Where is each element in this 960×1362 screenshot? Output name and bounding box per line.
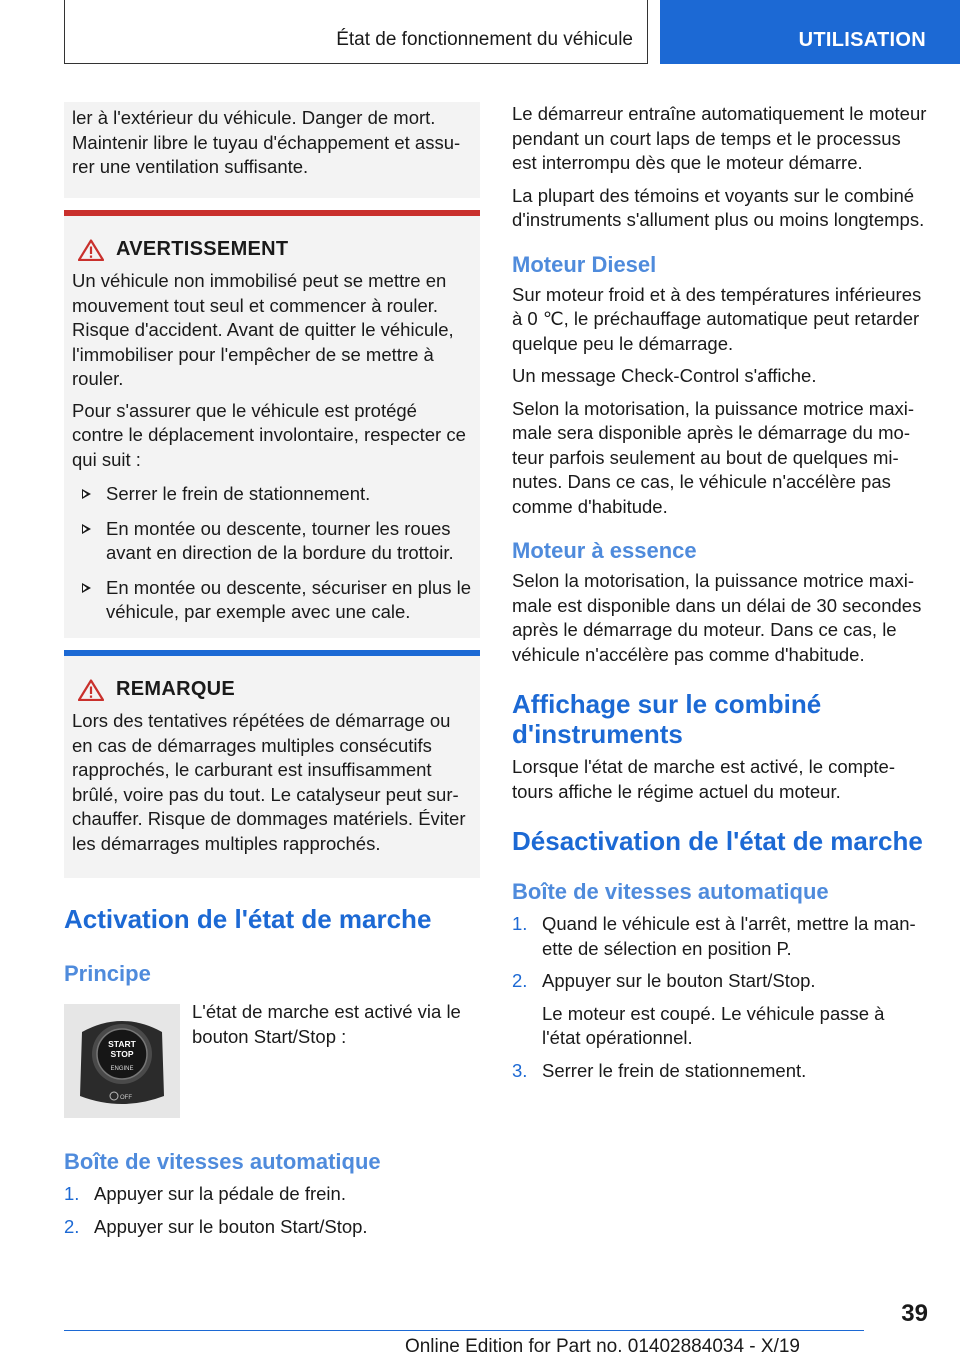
step-sub-text: Le moteur est coupé. Le véhicule passe à l'état opérationnel. <box>542 1002 885 1048</box>
diesel-heading: Moteur Diesel <box>512 251 657 277</box>
activation-heading: Activation de l'état de marche <box>64 904 432 934</box>
display-heading: Affichage sur le combiné d'instruments <box>512 689 822 749</box>
footer-edition: Online Edition for Part no. 01402884034 - X/19 <box>404 1336 800 1357</box>
start-auto-heading: Boîte de vitesses automatique <box>64 1149 381 1174</box>
header-section-title: État de fonctionnement du véhicule <box>336 29 633 50</box>
warning-bullet-list <box>72 482 472 625</box>
note-text: Lors des tentatives répétées de démarrage ou en cas de démarrages multiples consécutifs rapprochés, le carburant est insuffisamment brûlé, voire pas du tout. Le catalyseur peut surchauffer. Risque de dommages matériels. Éviter les démarrages multiples rapprochés. <box>72 710 466 854</box>
stop-auto-heading: Boîte de vitesses automatique <box>512 879 829 904</box>
note-box <box>64 650 480 878</box>
header-chapter-tab <box>660 0 960 64</box>
list-item: 2. Appuyer sur le bouton Start/Stop. Le moteur est coupé. Le véhicule passe à l'état opérationnel. <box>512 969 928 1051</box>
stop-steps-list <box>512 912 928 1083</box>
warning-paragraph-1: Un véhicule non immobilisé peut se mettre en mouvement tout seul et commencer à rouler. Risque d'accident. Avant de quitter le véhicule, l'immobiliser pour l'empêcher de se mettre à rouler. <box>72 270 454 389</box>
list-item: 3. Serrer le frein de stationnement. <box>512 1059 807 1081</box>
starter-paragraph: Le démarreur entraîne automatiquement le moteur pendant un court laps de temps et le processus est interrompu dès que le moteur démarre. <box>512 103 927 173</box>
header-section-frame <box>64 0 648 64</box>
list-item: 2. Appuyer sur le bouton Start/Stop. <box>64 1215 368 1237</box>
warning-triangle-icon <box>78 679 104 701</box>
display-paragraph: Lorsque l'état de marche est activé, le comptetours affiche le régime actuel du moteur. <box>512 756 895 802</box>
start-auto-section <box>64 1148 480 1247</box>
page-number: 39 <box>901 1300 928 1327</box>
warning-box <box>64 210 480 638</box>
principle-text: L'état de marche est activé via le bouton Start/Stop : <box>192 1001 461 1047</box>
petrol-paragraph: Selon la motorisation, la puissance motrice maximale est disponible dans un délai de 30 secondes après le démarrage du moteur. Dans ce cas, le véhicule n'accélère pas comme d'habitude. <box>512 570 922 665</box>
deactivation-heading: Désactivation de l'état de marche <box>512 826 923 856</box>
intro-box-text: ler à l'extérieur du véhicule. Danger de mort. Maintenir libre le tuyau d'échappement et assurer une ventilation suffisante. <box>72 107 461 177</box>
list-item: En montée ou descente, sécuriser en plus le véhicule, par exemple avec une cale. <box>72 576 472 625</box>
list-item: 1. Appuyer sur la pédale de frein. <box>64 1183 346 1204</box>
intro-box <box>64 102 480 198</box>
list-item: En montée ou descente, tourner les roues avant en direction de la bordure du trottoir. <box>72 517 472 566</box>
diesel-paragraph-2: Un message Check-Control s'affiche. <box>512 365 817 386</box>
list-item: 1. Quand le véhicule est à l'arrêt, mettre la manette de sélection en position P. <box>512 913 916 959</box>
activation-section <box>64 904 480 988</box>
list-item: Serrer le frein de stationnement. <box>72 482 472 507</box>
warning-paragraph-2: Pour s'assurer que le véhicule est protégé contre le déplacement involontaire, respecter ce qui suit : <box>72 399 466 470</box>
warning-title-row <box>72 238 472 261</box>
svg-text:STOP: STOP <box>110 1049 134 1059</box>
diesel-paragraph-1: Sur moteur froid et à des températures inférieures à 0 ℃, le préchauffage automatique peut retarder quelque peu le démarrage. <box>512 283 922 354</box>
bullet-triangle-icon <box>82 524 91 534</box>
principle-heading: Principe <box>64 961 151 986</box>
svg-text:OFF: OFF <box>120 1095 132 1101</box>
start-stop-button-icon <box>64 1004 180 1118</box>
svg-text:ENGINE: ENGINE <box>110 1066 134 1072</box>
warning-triangle-icon <box>78 239 104 261</box>
svg-text:START: START <box>108 1039 136 1049</box>
start-stop-button-image <box>64 1004 180 1118</box>
footer-divider <box>64 1330 864 1331</box>
warning-title: AVERTISSEMENT <box>116 238 289 260</box>
petrol-heading: Moteur à essence <box>512 538 697 563</box>
bullet-triangle-icon <box>82 489 91 499</box>
right-column <box>512 102 928 1091</box>
note-title: REMARQUE <box>116 678 236 700</box>
header-chapter-label: UTILISATION <box>798 29 926 51</box>
warning-bar <box>64 210 480 216</box>
indicator-paragraph: La plupart des témoins et voyants sur le combiné d'instruments s'allument plus ou moins longtemps. <box>512 184 925 230</box>
diesel-paragraph-3: Selon la motorisation, la puissance motrice maximale sera disponible après le démarrage du moteur parfois seulement au bout de quelques minutes. Dans ce cas, le véhicule n'accélère pas comme d'habitude. <box>512 397 915 517</box>
start-steps-list <box>64 1182 480 1239</box>
note-bar <box>64 650 480 656</box>
note-title-row <box>72 678 472 701</box>
bullet-triangle-icon <box>82 583 91 593</box>
